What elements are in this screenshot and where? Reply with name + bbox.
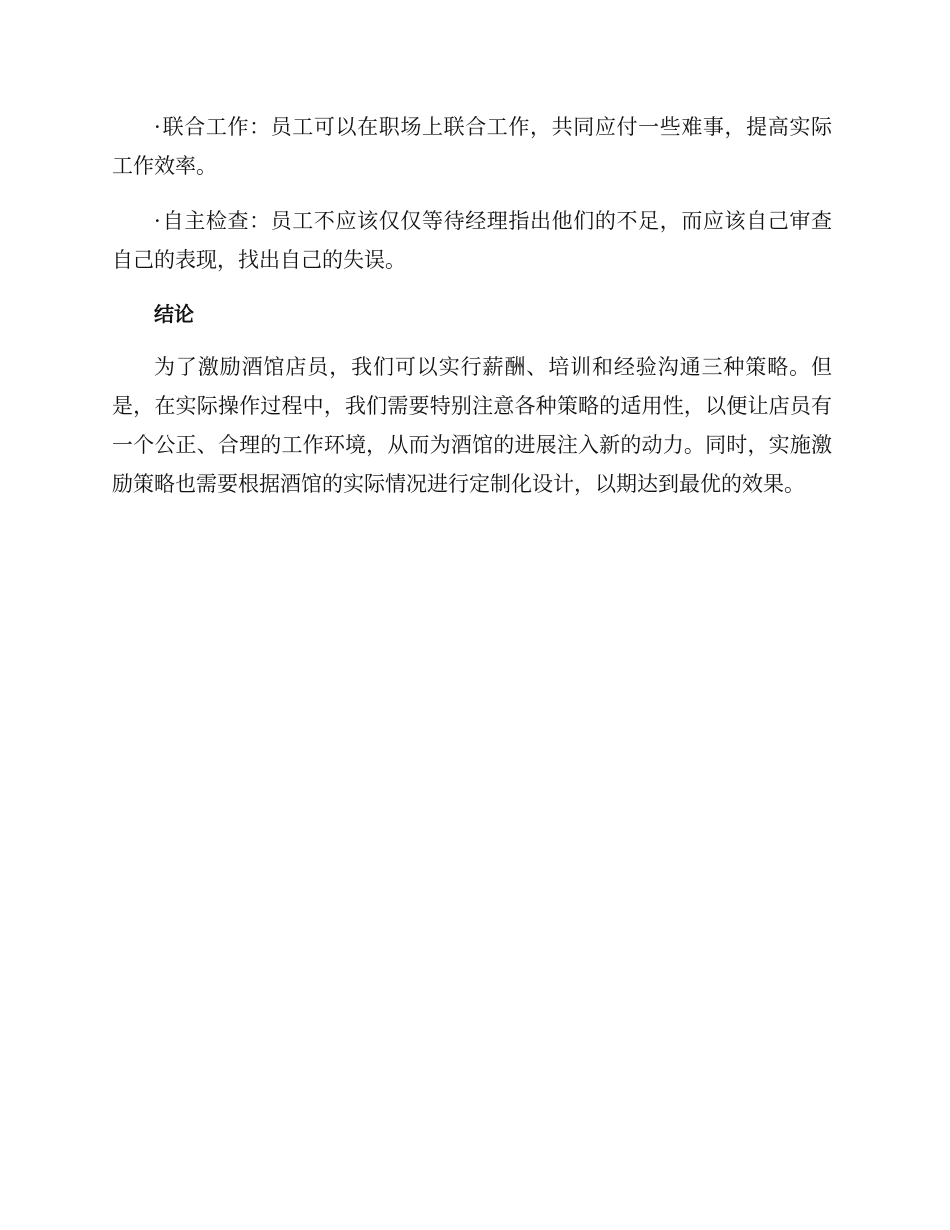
- bullet-text: 联合工作：员工可以在职场上联合工作，共同应付一些难事，提高实际工作效率。: [112, 115, 832, 178]
- section-heading-conclusion: 结论: [154, 302, 194, 326]
- bullet-marker: ·: [154, 115, 161, 139]
- bullet-text: 自主检查：员工不应该仅仅等待经理指出他们的不足，而应该自己审查自己的表现，找出自己的失误。: [112, 209, 832, 272]
- conclusion-paragraph: 为了激励酒馆店员，我们可以实行薪酬、培训和经验沟通三种策略。但是，在实际操作过程中，我们需要特别注意各种策略的适用性，以便让店员有一个公正、合理的工作环境，从而为酒馆的进展注入新的动力。同时，实施激励策略也需要根据酒馆的实际情况进行定制化设计，以期达到最优的效果。: [112, 355, 832, 496]
- bullet-item-self-check: [112, 202, 832, 280]
- bullet-marker: ·: [154, 209, 161, 233]
- bullet-item-teamwork: [112, 108, 832, 186]
- document-body: [112, 108, 832, 520]
